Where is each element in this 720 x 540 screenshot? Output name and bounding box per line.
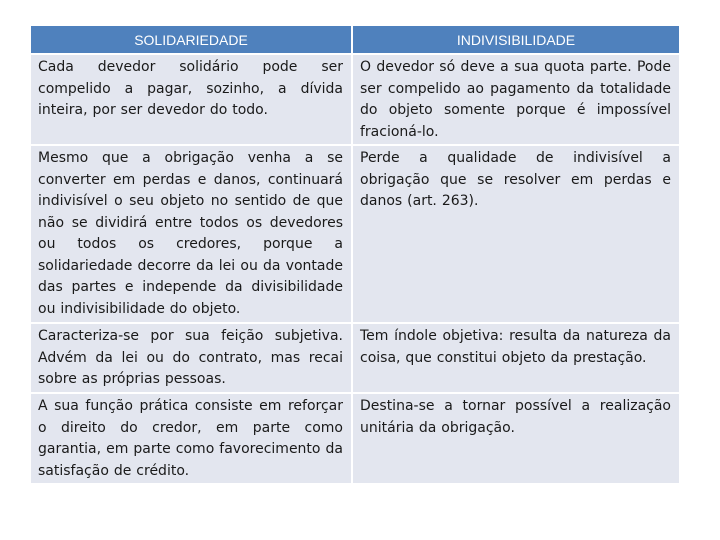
header-indivisibilidade: INDIVISIBILIDADE xyxy=(353,26,679,53)
table-row xyxy=(31,144,679,322)
cell-solidariedade: Caracteriza-se por sua feição subjetiva. Advém da lei ou do contrato, mas recai sobre as próprias pessoas. xyxy=(31,322,353,392)
comparison-table xyxy=(31,26,679,483)
cell-solidariedade: Cada devedor solidário pode ser compelido a pagar, sozinho, a dívida inteira, por ser devedor do todo. xyxy=(31,53,353,144)
cell-indivisibilidade: O devedor só deve a sua quota parte. Pode ser compelido ao pagamento da totalidade do objeto somente porque é impossível fracioná-lo. xyxy=(353,53,679,144)
table-row xyxy=(31,53,679,144)
table-row xyxy=(31,392,679,483)
cell-solidariedade: A sua função prática consiste em reforçar o direito do credor, em parte como garantia, em parte como favorecimento da satisfação de crédito. xyxy=(31,392,353,483)
cell-indivisibilidade: Destina-se a tornar possível a realização unitária da obrigação. xyxy=(353,392,679,483)
cell-indivisibilidade: Perde a qualidade de indivisível a obrigação que se resolver em perdas e danos (art. 263). xyxy=(353,144,679,322)
table-row xyxy=(31,322,679,392)
cell-indivisibilidade: Tem índole objetiva: resulta da natureza da coisa, que constitui objeto da prestação. xyxy=(353,322,679,392)
header-row xyxy=(31,26,679,53)
cell-solidariedade: Mesmo que a obrigação venha a se converter em perdas e danos, continuará indivisível o seu objeto no sentido de que não se dividirá entre todos os devedores ou todos os credores, porque a solidariedade decorre da lei ou da vontade das partes e independe da divisibilidade ou indivisibilidade do objeto. xyxy=(31,144,353,322)
header-solidariedade: SOLIDARIEDADE xyxy=(31,26,353,53)
